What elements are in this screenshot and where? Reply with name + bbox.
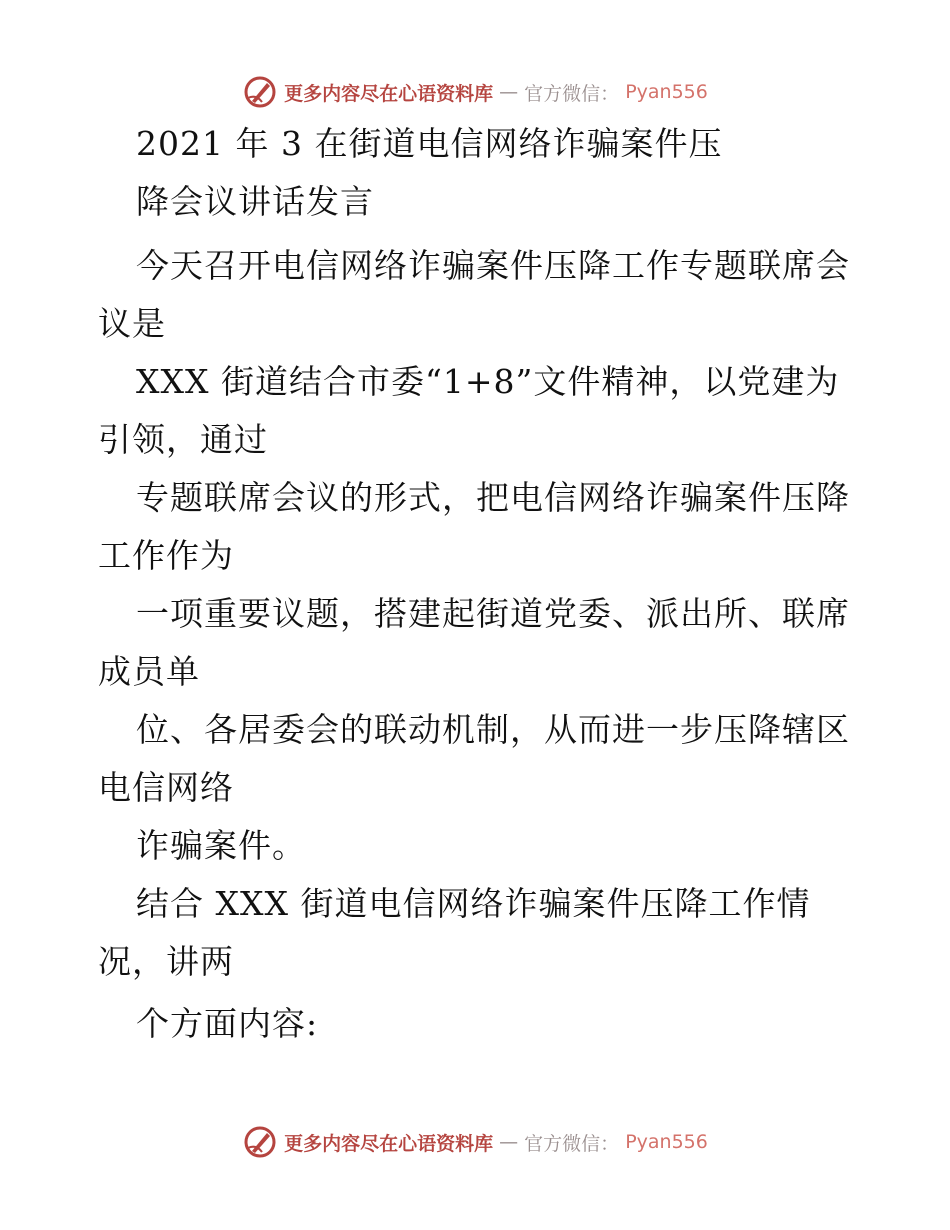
paragraph-line: 况，讲两 <box>98 942 234 981</box>
watermark-separator: — <box>499 1131 519 1153</box>
paragraph-line: 专题联席会议的形式，把电信网络诈骗案件压降 <box>136 478 850 517</box>
watermark-wechat-id: Pyan556 <box>625 81 708 103</box>
paragraph-line: 一项重要议题，搭建起街道党委、派出所、联席 <box>136 594 850 633</box>
paragraph-line: 成员单 <box>98 652 200 691</box>
watermark-wechat-id: Pyan556 <box>625 1131 708 1153</box>
paragraph-line: 工作作为 <box>98 536 234 575</box>
quill-logo-icon <box>242 1124 278 1160</box>
paragraph-line: 引领，通过 <box>98 420 268 459</box>
paragraph-line: 电信网络 <box>98 768 234 807</box>
quill-logo-icon <box>242 74 278 110</box>
watermark-main-text: 更多内容尽在心语资料库 <box>284 1132 494 1155</box>
title-line-2: 降会议讲话发言 <box>136 182 374 221</box>
paragraph-line: 今天召开电信网络诈骗案件压降工作专题联席会 <box>136 246 850 285</box>
header-watermark <box>0 74 950 110</box>
footer-watermark <box>0 1124 950 1160</box>
watermark-separator: — <box>499 81 519 103</box>
title-line-1: 2021 年 3 在街道电信网络诈骗案件压 <box>136 124 723 163</box>
paragraph-line: 个方面内容: <box>136 1004 319 1043</box>
watermark-official-label: 官方微信： <box>524 1132 620 1155</box>
watermark-official-label: 官方微信： <box>524 82 620 105</box>
watermark-main-text: 更多内容尽在心语资料库 <box>284 82 494 105</box>
paragraph-line: XXX 街道结合市委“1+8”文件精神，以党建为 <box>136 362 840 401</box>
paragraph-line: 结合 XXX 街道电信网络诈骗案件压降工作情 <box>136 884 811 923</box>
paragraph-line: 诈骗案件。 <box>136 826 306 865</box>
paragraph-line: 议是 <box>98 304 166 343</box>
paragraph-line: 位、各居委会的联动机制，从而进一步压降辖区 <box>136 710 850 749</box>
